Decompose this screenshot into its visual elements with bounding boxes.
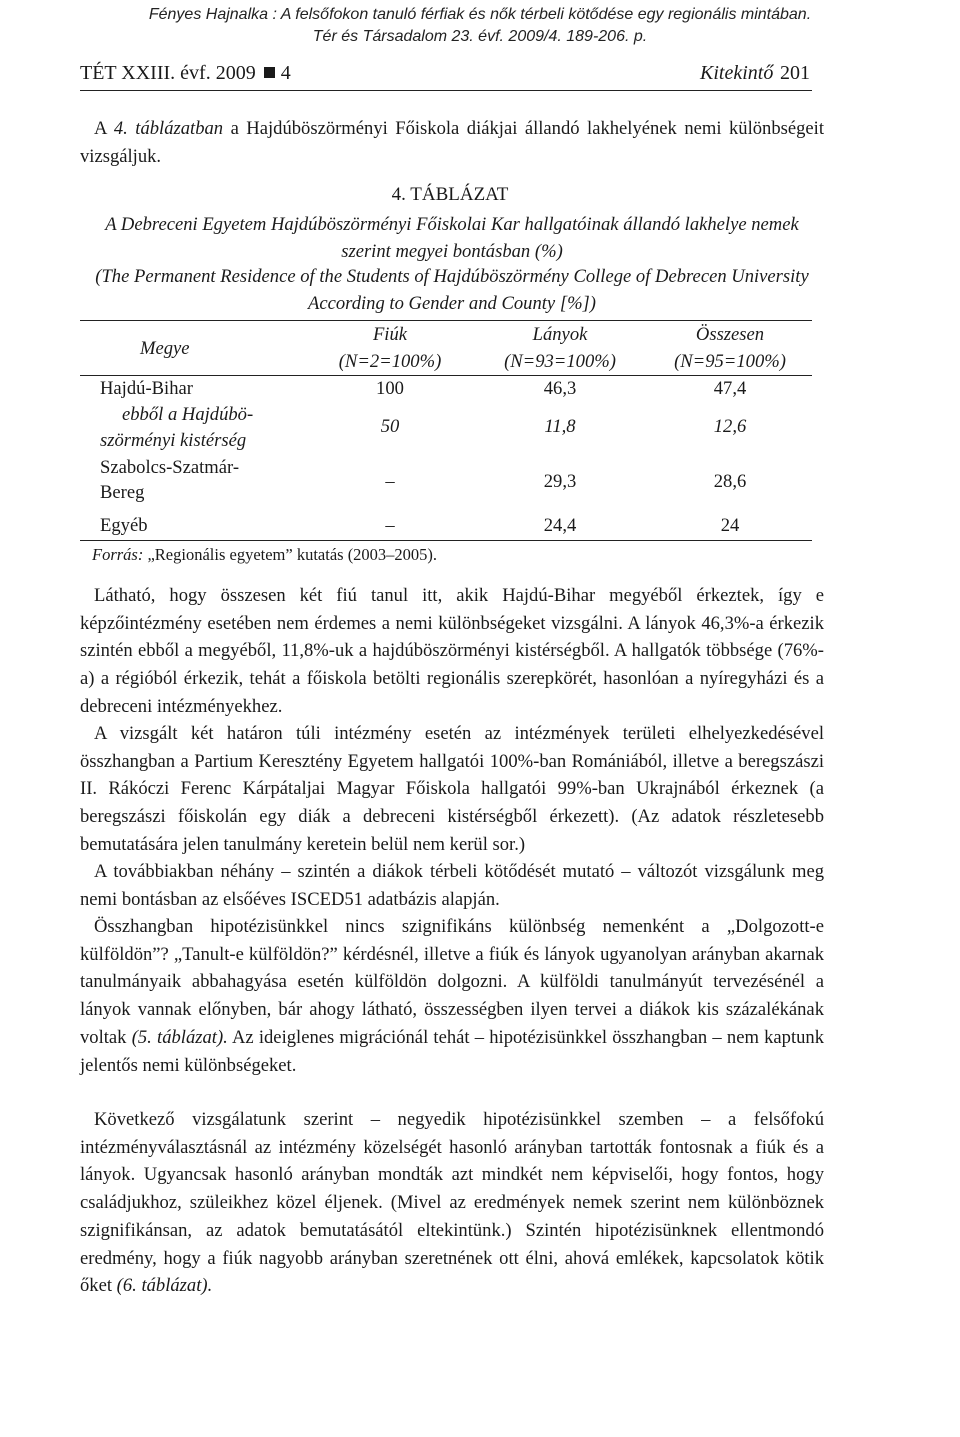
paragraph-4-text-a: Összhangban hipotézisünkkel nincs szignifikáns különbség nemenként a „Dolgozott-e külföldön”? „Tanult-e külföldön?” kérdésnél, illetve a fiúk és lányok ugyanolyan arányban akarnak tanulmányaik abbahagyása esetén külföldön dolgozni. A külföldi tanulmányút tervezésénél a lányok vannak előnyben, bár ahogy látható, összességben ilyen tervei a diákok kis százalékának voltak <box>80 916 824 1048</box>
intro-paragraph <box>80 115 824 170</box>
page-number: 201 <box>780 62 810 84</box>
running-head <box>80 60 812 91</box>
source-label: Forrás: <box>92 545 144 564</box>
row-kisterseg-girls: 11,8 <box>544 416 576 437</box>
body-paragraph-1: Látható, hogy összesen két fiú tanul itt, akik Hajdú-Bihar megyéből érkeztek, így e képzőintézmény esetében nem érdemes a nemi különbségeket vizsgálni. A lányok 46,3%-a érkezik szintén ebből a megyéből, 11,8%-uk a hajdúböszörményi kistérségből. A hallgatók többsége (76%-a) a régióból érkezik, tehát a főiskola betölti regionális szerepkörét, hasonlóan a nyíregyházi és a debreceni intézményekhez. <box>80 585 824 717</box>
header-boys: Fiúk <box>372 324 408 345</box>
row-szabolcs-total: 28,6 <box>713 471 747 492</box>
paragraph-5-text: Következő vizsgálatunk szerint – negyedik hipotézisünkkel szemben – a felsőfokú intézményválasztásnál az intézmény közelségét hasonló arányban tartották fontosnak a fiúk és a lányok. Ugyancsak hasonló arányban mondták azt mindkét nem képviselői, hogy fontos, hogy családjukhoz, szüleikhez közel éljenek. (Mivel az eredmények nemek szerint nem különböznek szignifikánsan, az adatok bemutatásától eltekintünk.) Szintén hipotézisünknek ellentmondó eredmény, hogy a fiúk nagyobb arányban szeretnének ott élni, ahová emlékek, kapcsolatok kötik őket <box>80 1109 824 1297</box>
source-text: „Regionális egyetem” kutatás (2003–2005). <box>143 545 438 564</box>
row-szabolcs-girls: 29,3 <box>543 471 577 492</box>
row-szabolcs-label-b: Bereg <box>100 482 145 503</box>
row-szabolcs-boys: – <box>385 471 395 492</box>
header-girls-n: (N=93=100%) <box>504 351 616 372</box>
header-total-n: (N=95=100%) <box>674 351 786 372</box>
row-egyeb-label: Egyéb <box>100 515 148 536</box>
intro-table-ref: 4. táblázatban <box>113 118 224 139</box>
header-county: Megye <box>140 338 190 359</box>
row-kisterseg-label-b: szörményi kistérség <box>100 430 247 451</box>
table-caption-hu: A Debreceni Egyetem Hajdúböszörményi Főiskolai Kar hallgatóinak állandó lakhelye nemek szerint megyei bontásban (%) <box>105 214 799 262</box>
body-paragraph-2: A vizsgált két határon túli intézmény esetén az intézmények területi elhelyezkedésével összhangban a Partium Keresztény Egyetem hallgatói 100%-ban Romániából, illetve a beregszászi II. Rákóczi Ferenc Kárpátaljai Magyar Főiskola hallgatói 99%-ban Ukrajnából érkeznek (a beregszászi főiskolán egy diák a debreceni kistérségből érkezett). (Az adatok részletesebb bemutatására jelen tanulmány keretein belül nem kerül sor.) <box>80 723 824 855</box>
body-paragraph-3: A továbbiakban néhány – szintén a diákok térbeli kötődését mutató – változót vizsgálunk meg nemi bontásban az elsőéves ISCED51 adatbázis alapján. <box>80 861 824 910</box>
paragraph-4-table-ref: (5. táblázat). <box>131 1026 228 1048</box>
header-girls: Lányok <box>532 324 588 345</box>
intro-rest: a Hajdúböszörményi Főiskola diákjai állandó lakhelyének nemi különbségeit vizsgáljuk. <box>80 118 824 167</box>
intro-lead: A <box>94 118 114 139</box>
table-caption-en: (The Permanent Residence of the Students of Hajdúböszörmény College of Debrecen University According to Gender and County [%]) <box>95 266 809 314</box>
row-szabolcs-label-a: Szabolcs-Szatmár- <box>100 457 240 478</box>
journal-label: TÉT XXIII. évf. 2009 <box>80 62 256 84</box>
running-head-journal <box>80 62 291 85</box>
issue-number: 4 <box>280 62 291 84</box>
row-egyeb-girls: 24,4 <box>543 515 577 536</box>
table-top-rule <box>80 320 812 321</box>
row-hajdu-bihar-label: Hajdú-Bihar <box>100 378 193 399</box>
table-bottom-rule <box>80 540 812 541</box>
paragraph-5-table-ref: (6. táblázat). <box>116 1275 213 1297</box>
row-hajdu-bihar-girls: 46,3 <box>543 378 577 399</box>
row-kisterseg-label-a: ebből a Hajdúbö- <box>122 404 254 425</box>
running-head-section: Kitekintő <box>700 62 774 84</box>
body-paragraph-5 <box>80 1106 824 1300</box>
table-number: 4. TÁBLÁZAT <box>391 184 509 205</box>
row-kisterseg-total: 12,6 <box>713 416 747 437</box>
citation-line-2: Tér és Társadalom 23. évf. 2009/4. 189-206. p. <box>312 28 648 45</box>
citation-line-1: Fényes Hajnalka : A felsőfokon tanuló férfiak és nők térbeli kötődése egy regionális mintában. <box>148 6 812 23</box>
row-hajdu-bihar-total: 47,4 <box>713 378 747 399</box>
row-hajdu-bihar-boys: 100 <box>376 378 404 399</box>
body-paragraph-4 <box>80 913 824 1079</box>
paragraph-4-text-b: Az ideiglenes migrációnál tehát – hipotézisünkkel összhangban – nem kaptunk jelentős nemi különbségeket. <box>80 1026 825 1076</box>
row-egyeb-boys: – <box>385 515 395 536</box>
header-boys-n: (N=2=100%) <box>338 351 442 372</box>
row-kisterseg-boys: 50 <box>380 416 400 437</box>
square-bullet-icon <box>264 67 275 78</box>
header-total: Összesen <box>695 324 765 345</box>
table-source <box>92 545 437 565</box>
row-egyeb-total: 24 <box>720 515 740 536</box>
